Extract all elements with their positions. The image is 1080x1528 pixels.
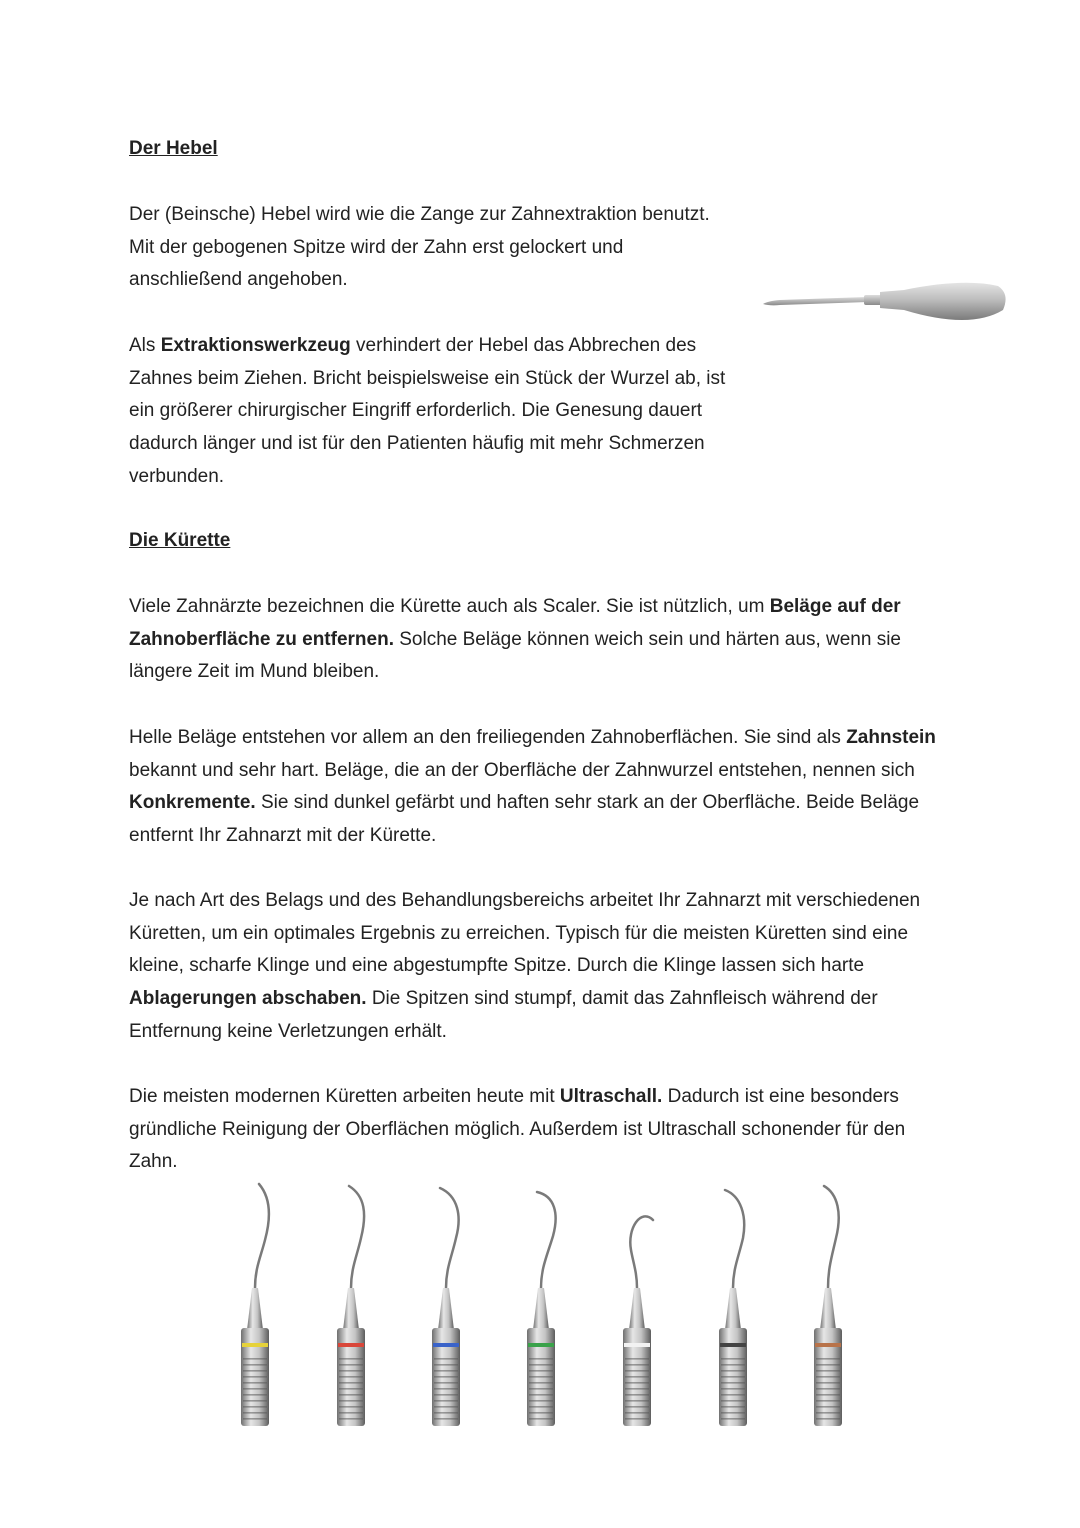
bold-zahnstein: Zahnstein [846,727,936,748]
bold-extraktionswerkzeug: Extraktionswerkzeug [160,335,351,356]
curette-instrument [337,1186,365,1426]
curette-color-ring [624,1343,650,1347]
curette-color-ring [720,1343,746,1347]
bold-ablagerungen: Ablagerungen abschaben. [129,988,367,1010]
curette-instrument [814,1186,842,1426]
bold-ultraschall: Ultraschall. [559,1086,663,1107]
curette-instrument [623,1216,653,1426]
curette-color-ring [528,1343,554,1347]
curette-color-ring [815,1343,841,1347]
curette-color-ring [433,1343,459,1347]
curette-color-ring [338,1343,364,1347]
dental-elevator-icon [758,268,1010,336]
curette-instrument [432,1188,460,1426]
kuerette-paragraph-4: Die meisten modernen Küretten arbeiten heute mit Ultraschall. Dadurch ist eine besonders gründliche Reinigung der Oberflächen möglich. Außerdem ist Ultraschall schonender für den Zahn. [129,1086,906,1173]
curette-instrument [527,1192,556,1426]
hebel-paragraph-1: Der (Beinsche) Hebel wird wie die Zange zur Zahnextraktion benutzt. Mit der gebogenen Spitze wird der Zahn erst gelockert und anschließend angehoben. [129,204,710,291]
heading-die-kuerette: Die Kürette [129,530,231,551]
curette-instrument [241,1184,269,1426]
bold-belaege-entfernen: Beläge auf der Zahnoberfläche zu entfernen. [129,596,901,650]
curette-instrument [719,1190,747,1426]
curette-color-ring [242,1343,268,1347]
kuerette-paragraph-3: Je nach Art des Belags und des Behandlungsbereichs arbeitet Ihr Zahnarzt mit verschiedenen Küretten, um ein optimales Ergebnis zu erreichen. Typisch für die meisten Küretten sind eine kleine, scharfe Klinge und eine abgestumpfte Spitze. Durch die Klinge lassen sich harte Ablagerungen abschaben. Die Spitzen sind stumpf, damit das Zahnfleisch während der Entfernung keine Verletzungen erhält. [129,890,921,1042]
bold-konkremente: Konkremente. [129,792,256,814]
curette-set-icon [228,1180,868,1430]
kuerette-paragraph-1: Viele Zahnärzte bezeichnen die Kürette auch als Scaler. Sie ist nützlich, um Beläge auf der Zahnoberfläche zu entfernen. Solche Beläge können weich sein und härten aus, wenn sie längere Zeit im Mund bleiben. [129,596,901,683]
hebel-paragraph-2: Als Extraktionswerkzeug verhindert der Hebel das Abbrechen des Zahnes beim Ziehen. Bricht beispielsweise ein Stück der Wurzel ab, ist ein größerer chirurgischer Eingriff erforderlich. Die Genesung dauert dadurch länger und ist für den Patienten häufig mit mehr Schmerzen verbunden. [129,335,726,487]
heading-der-hebel: Der Hebel [129,138,218,159]
kuerette-paragraph-2: Helle Beläge entstehen vor allem an den freiliegenden Zahnoberflächen. Sie sind als Zahnstein bekannt und sehr hart. Beläge, die an der Oberfläche der Zahnwurzel entstehen, nennen sich Konkremente. Sie sind dunkel gefärbt und haften sehr stark an der Oberfläche. Beide Beläge entfernt Ihr Zahnarzt mit der Kürette. [129,727,936,847]
